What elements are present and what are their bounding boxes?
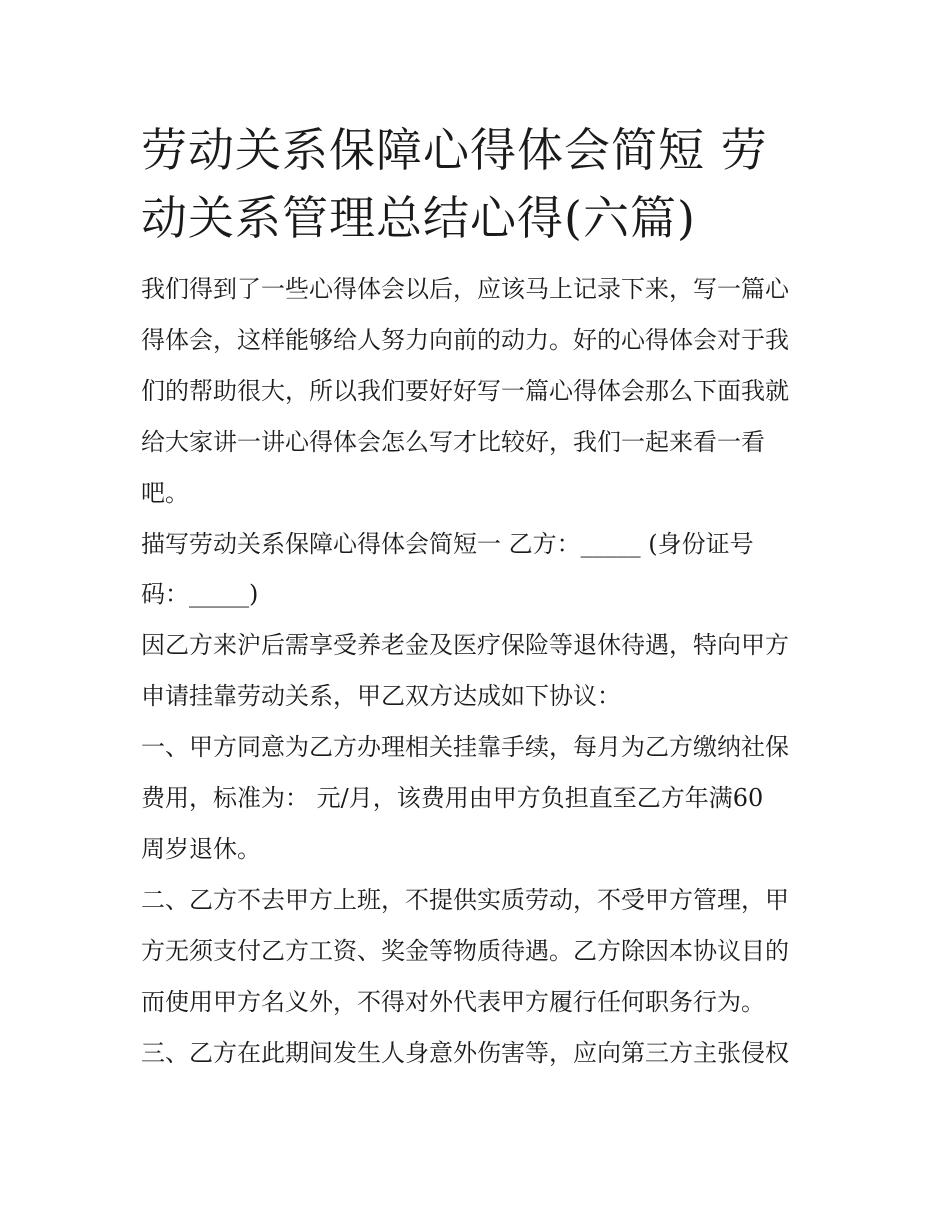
paragraph-party-b: 描写劳动关系保障心得体会简短一 乙方：_____ (身份证号 码：_____) bbox=[141, 529, 754, 609]
paragraph-clause-1: 一、甲方同意为乙方办理相关挂靠手续，每月为乙方缴纳社保 费用，标准为： 元/月，该费用由甲方负担直至乙方年满60 周岁退休。 bbox=[141, 733, 789, 863]
paragraph-reason: 因乙方来沪后需享受养老金及医疗保险等退休待遇，特向甲方 申请挂靠劳动关系，甲乙双方达成如下协议： bbox=[141, 631, 789, 711]
paragraph-intro: 我们得到了一些心得体会以后，应该马上记录下来，写一篇心 得体会，这样能够给人努力向前的动力。好的心得体会对于我 们的帮助很大，所以我们要好好写一篇心得体会那么下面我就 给大家讲一讲心得体会怎么写才比较好，我们一起来看一看 吧。 bbox=[141, 275, 789, 507]
paragraph-clause-3: 三、乙方在此期间发生人身意外伤害等，应向第三方主张侵权 bbox=[141, 1038, 789, 1067]
document-title: 劳动关系保障心得体会简短 劳 动关系管理总结心得(六篇) bbox=[141, 123, 768, 245]
document-body bbox=[141, 264, 813, 1079]
paragraph-clause-2: 二、乙方不去甲方上班，不提供实质劳动，不受甲方管理，甲 方无须支付乙方工资、奖金等物质待遇。乙方除因本协议目的 而使用甲方名义外，不得对外代表甲方履行任何职务行为。 bbox=[141, 885, 789, 1016]
document-page bbox=[141, 116, 813, 1079]
